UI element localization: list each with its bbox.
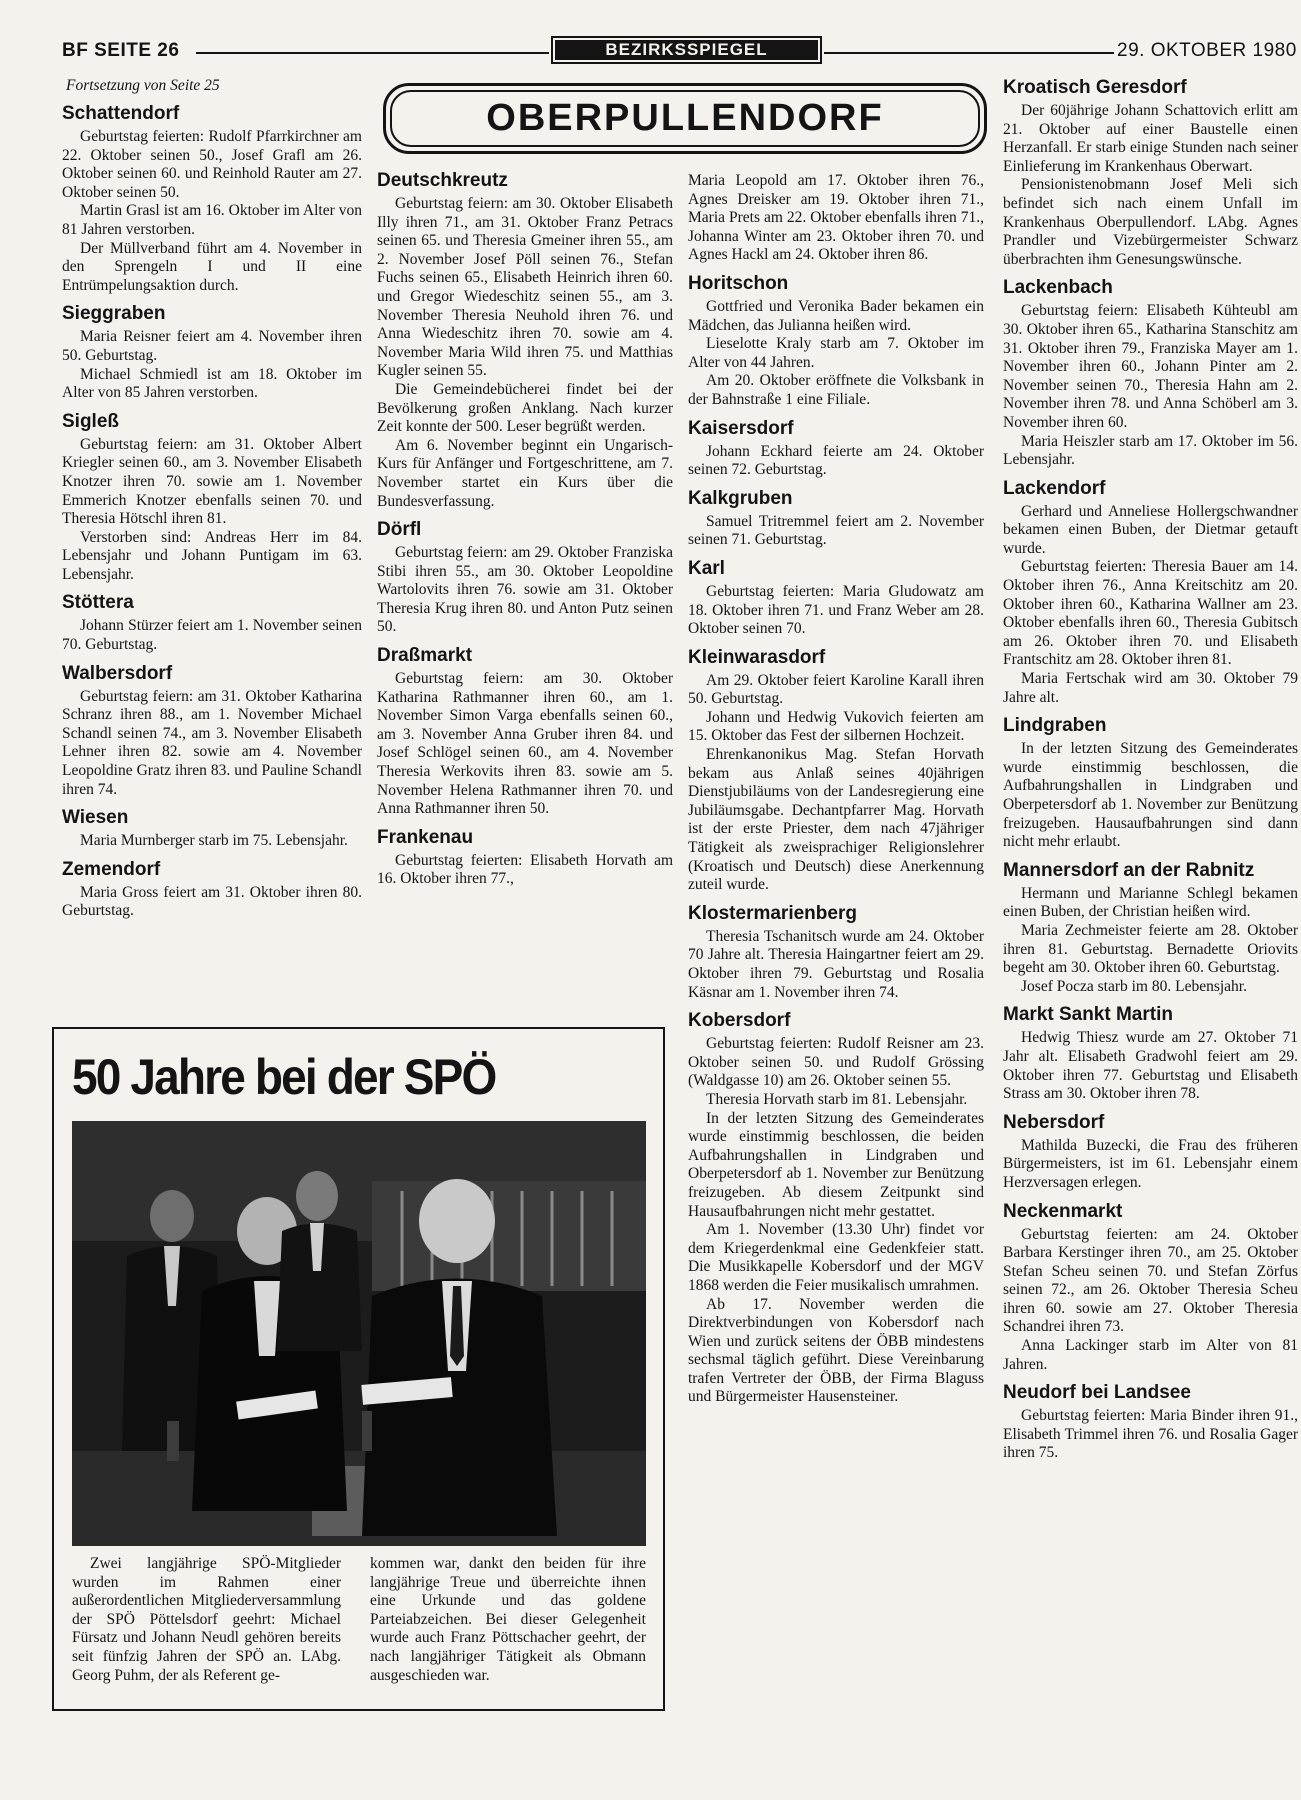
paragraph: Geburtstag feierten: Elisabeth Horvath am 16. Oktober ihren 77., xyxy=(377,851,673,888)
heading-neudorf-bei-landsee: Neudorf bei Landsee xyxy=(1003,1382,1191,1404)
paragraph: Maria Gross feiert am 31. Oktober ihren 80. Geburtstag. xyxy=(62,883,362,920)
paragraph: Geburtstag feiern: am 31. Oktober Albert Kriegler seinen 60., am 3. November Elisabeth Knotzer ihren 70. sowie am 1. November Emmerich Knotzer ebenfalls seinen 70. und Theresia Hötschl ihren 81. xyxy=(62,435,362,528)
district-title-box xyxy=(383,83,987,154)
paragraph: In der letzten Sitzung des Gemeinderates wurde einstimmig beschlossen, die Aufbahrungshallen in Lindgraben und Oberpetersdorf ab 1. November zur Benützung freizugeben. Hausaufbahrungen sind dann nicht mehr erlaubt. xyxy=(1003,740,1298,851)
paragraph: Geburtstag feierten: Maria Binder ihren 91., Elisabeth Trimmel ihren 76. und Rosalia Gager ihren 75. xyxy=(1003,1407,1298,1462)
heading-frankenau: Frankenau xyxy=(377,826,474,848)
paragraph: Johann Eckhard feierte am 24. Oktober seinen 72. Geburtstag. xyxy=(688,442,984,479)
paragraph: Johann und Hedwig Vukovich feierten am 15. Oktober das Fest der silbernen Hochzeit. xyxy=(688,708,984,745)
heading-klostermarienberg: Klostermarienberg xyxy=(688,902,857,924)
header-rule-right xyxy=(824,52,1114,54)
column-3 xyxy=(688,172,984,1717)
paragraph: Maria Leopold am 17. Oktober ihren 76., Agnes Dreisker am 19. Oktober ihren 71., Maria Prets am 22. Oktober ebenfalls ihren 71., Johanna Winter am 23. Oktober ihren 70. und Agnes Hackl am 24. Oktober ihren 86. xyxy=(688,172,984,264)
heading-karl: Karl xyxy=(688,557,725,579)
paragraph: In der letzten Sitzung des Gemeinderates wurde einstimmig beschlossen, die beiden Aufbahrungshallen in Lindgraben und Oberpetersdorf ab 1. November zur Benützung freizugeben. Ab diesem Zeitpunkt sind Hausaufbahrungen nicht mehr gestattet. xyxy=(688,1109,984,1220)
heading-nebersdorf: Nebersdorf xyxy=(1003,1111,1105,1133)
paragraph: Maria Fertschak wird am 30. Oktober 79 Jahre alt. xyxy=(1003,670,1298,706)
paragraph: Maria Reisner feiert am 4. November ihren 50. Geburtstag. xyxy=(62,328,362,364)
photo-caption-right xyxy=(370,1555,646,1685)
paragraph: Michael Schmiedl ist am 18. Oktober im Alter von 85 Jahren verstorben. xyxy=(62,365,362,402)
paragraph: Maria Zechmeister feierte am 28. Oktober ihren 81. Geburtstag. Bernadette Oriovits begeht am 30. Oktober ihren 60. Geburtstag. xyxy=(1003,921,1298,977)
paragraph: Mathilda Buzecki, die Frau des früheren Bürgermeisters, ist im 61. Lebensjahr einem Herzversagen erlegen. xyxy=(1003,1136,1298,1191)
spoe-headline: 50 Jahre bei der SPÖ xyxy=(72,1049,496,1105)
photo-caption-left xyxy=(72,1555,341,1685)
heading-sigless: Sigleß xyxy=(62,410,120,432)
heading-horitschon: Horitschon xyxy=(688,272,789,294)
paragraph: Verstorben sind: Andreas Herr im 84. Lebensjahr und Johann Puntigam im 63. Lebensjahr. xyxy=(62,528,362,583)
header-rule-left xyxy=(196,52,549,54)
spoe-article-box xyxy=(52,1027,665,1711)
district-title: OBERPULLENDORF xyxy=(390,90,980,147)
heading-schattendorf: Schattendorf xyxy=(62,103,180,124)
heading-kleinwarasdorf: Kleinwarasdorf xyxy=(688,646,826,668)
paragraph: Geburtstag feiern: am 30. Oktober Katharina Rathmanner ihren 60., am 1. November Simon Varga ebenfalls seinen 60., am 3. November Anna Gruber ihren 84. und Josef Schlögel seinen 60., am 4. November Theresia Werkovits ihren 83. sowie am 5. November Helena Rathmanner ihren 70. und Anna Rathmanner ihren 50. xyxy=(377,670,673,818)
paragraph: Gottfried und Veronika Bader bekamen ein Mädchen, das Julianna heißen wird. xyxy=(688,297,984,334)
heading-walbersdorf: Walbersdorf xyxy=(62,662,173,684)
paragraph: Der Müllverband führt am 4. November in den Sprengeln I und II eine Entrümpelungsaktion durch. xyxy=(62,239,362,294)
caption-text: kommen war, dankt den beiden für ihre langjährige Treue und überreichte ihnen eine Urkunde und das goldene Parteiabzeichen. Bei dieser Gelegenheit wurde auch Franz Pöttschacher geehrt, der nach langjähriger Tätigkeit als Obmann ausgeschieden war. xyxy=(370,1555,646,1684)
heading-stoettera: Stöttera xyxy=(62,592,134,614)
heading-lindgraben: Lindgraben xyxy=(1003,715,1107,737)
paragraph: Geburtstag feiern: am 29. Oktober Franziska Stibi ihren 55., am 30. Oktober Leopoldine Wartolovits ihren 76. sowie am 31. Oktober Theresia Krug ihren 80. und Anton Putz seinen 50. xyxy=(377,544,673,636)
column-2 xyxy=(377,170,673,1015)
heading-deutschkreutz: Deutschkreutz xyxy=(377,170,508,191)
paragraph: Anna Lackinger starb im Alter von 81 Jahren. xyxy=(1003,1337,1298,1373)
paragraph: Die Gemeindebücherei findet bei der Bevölkerung großen Anklang. Nach kurzer Zeit konnte der 500. Leser begrüßt werden. xyxy=(377,380,673,436)
section-label-box xyxy=(551,36,822,64)
paragraph: Am 1. November (13.30 Uhr) findet vor dem Kriegerdenkmal eine Gedenkfeier statt. Die Musikkapelle Kobersdorf und der MGV 1868 werden die Feier musikalisch umrahmen. xyxy=(688,1221,984,1294)
heading-kalkgruben: Kalkgruben xyxy=(688,487,793,509)
section-label: BEZIRKSSPIEGEL xyxy=(555,40,818,60)
paragraph: Geburtstag feierten: am 24. Oktober Barbara Kerstinger ihren 70., am 25. Oktober Stefan Scheu seinen 70. und Stefan Zörfus seinen 72., am 26. Oktober Theresia Scheu ihren 60. sowie am 27. Oktober Theresia Schandrei ihren 73. xyxy=(1003,1225,1298,1336)
heading-doerfl: Dörfl xyxy=(377,519,422,541)
paragraph: Maria Murnberger starb im 75. Lebensjahr. xyxy=(80,832,348,850)
paragraph: Josef Pocza starb im 80. Lebensjahr. xyxy=(1021,977,1247,995)
group-photo xyxy=(72,1121,646,1546)
column-4 xyxy=(1003,77,1298,1717)
paragraph: Martin Grasl ist am 16. Oktober im Alter von 81 Jahren verstorben. xyxy=(62,202,362,238)
group-photo-illustration xyxy=(72,1121,646,1546)
paragraph: Am 29. Oktober feiert Karoline Karall ihren 50. Geburtstag. xyxy=(688,671,984,708)
heading-lackenbach: Lackenbach xyxy=(1003,277,1113,299)
issue-date: 29. OKTOBER 1980 xyxy=(1117,40,1297,61)
paragraph: Lieselotte Kraly starb am 7. Oktober im Alter von 44 Jahren. xyxy=(688,335,984,371)
heading-lackendorf: Lackendorf xyxy=(1003,477,1106,499)
paragraph: Hermann und Marianne Schlegl bekamen einen Buben, der Christian heißen wird. xyxy=(1003,884,1298,921)
paragraph: Theresia Tschanitsch wurde am 24. Oktober 70 Jahre alt. Theresia Haingartner feiert am 29. Oktober ihren 79. Geburtstag und Rosalia Käsnar am 1. November ihren 74. xyxy=(688,927,984,1001)
paragraph: Am 6. November beginnt ein Ungarisch-Kurs für Anfänger und Fortgeschrittene, am 7. November startet ein Kurs über die Bundesverfassung. xyxy=(377,436,673,510)
paragraph: Geburtstag feiern: Elisabeth Kühteubl am 30. Oktober ihren 65., Katharina Stanschitz am 31. Oktober ihren 79., Franziska Mayer am 1. November ihren 60., Johann Pinter am 2. November seinen 70., Theresia Hahn am 2. November ihren 78. und Anna Schöberl am 3. November ihren 60. xyxy=(1003,302,1298,431)
heading-zemendorf: Zemendorf xyxy=(62,858,161,880)
paragraph: Theresia Horvath starb im 81. Lebensjahr. xyxy=(706,1090,968,1108)
heading-drassmarkt: Draßmarkt xyxy=(377,645,473,667)
paragraph: Geburtstag feierten: Rudolf Reisner am 23. Oktober seinen 50. und Rudolf Grössing (Waldgasse 10) am 26. Oktober seinen 55. xyxy=(688,1035,984,1090)
paragraph: Samuel Tritremmel feiert am 2. November seinen 71. Geburtstag. xyxy=(688,512,984,549)
paragraph: Hedwig Thiesz wurde am 27. Oktober 71 Jahr alt. Elisabeth Gradwohl feiert am 29. Oktober ihren 77. Geburtstag und Elisabeth Strass am 30. Oktober ihren 78. xyxy=(1003,1029,1298,1103)
paragraph: Maria Heiszler starb am 17. Oktober im 56. Lebensjahr. xyxy=(1003,432,1298,469)
heading-kroatisch-geresdorf: Kroatisch Geresdorf xyxy=(1003,77,1187,98)
paragraph: Der 60jährige Johann Schattovich erlitt am 21. Oktober auf einer Baustelle einen Herzanfall. Er starb einige Stunden nach seiner Einlieferung im Krankenhaus Oberwart. xyxy=(1003,102,1298,175)
paragraph: Geburtstag feierten: Maria Gludowatz am 18. Oktober ihren 71. und Franz Weber am 28. Oktober seinen 70. xyxy=(688,582,984,638)
paragraph: Geburtstag feierten: Rudolf Pfarrkirchner am 22. Oktober seinen 50., Josef Grafl am 26. Oktober seinen 60. und Reinhold Rauter am 27. Oktober seinen 50. xyxy=(62,128,362,201)
paragraph: Ab 17. November werden die Direktverbindungen von Kobersdorf nach Wien und zurück seitens der ÖBB mindestens sechsmal täglich geführt. Diese Vereinbarung trafen Vertreter der ÖBB, der Firma Blaguss und Bürgermeister Hausensteiner. xyxy=(688,1295,984,1406)
paragraph: Geburtstag feiern: am 31. Oktober Katharina Schranz ihren 88., am 1. November Michael Schandl seinen 74., am 3. November Elisabeth Lehner ihren 82. sowie am 4. November Leopoldine Gratz ihren 83. und Pauline Schandl ihren 74. xyxy=(62,687,362,798)
heading-mannersdorf: Mannersdorf an der Rabnitz xyxy=(1003,859,1255,881)
paragraph: Geburtstag feierten: Theresia Bauer am 14. Oktober ihren 76., Anna Kreitschitz am 20. Oktober ihren 60., Katharina Wallner am 23. Oktober ebenfalls ihren 60., Theresia Gubitsch am 26. Oktober ihren 70. und Elisabeth Frantschitz am 28. Oktober ihren 81. xyxy=(1003,558,1298,669)
page-number: BF SEITE 26 xyxy=(62,40,180,61)
paragraph: Geburtstag feiern: am 30. Oktober Elisabeth Illy ihren 71., am 31. Oktober Franz Petracs seinen 65. und Theresia Gmeiner ihren 55., am 2. November Josef Pöll seinen 76., Stefan Fuchs seinen 65., Elisabeth Heinrich ihren 60. und Gregor Wiedeschitz seinen 55., am 3. November Theresia Neuhold ihren 76. und Anna Wiedeschitz ihren 70. sowie am 4. November Maria Wild ihren 75. und Matthias Kugler seinen 55. xyxy=(377,195,673,380)
paragraph: Gerhard und Anneliese Hollergschwandner bekamen einen Buben, der Dietmar getauft wurde. xyxy=(1003,502,1298,557)
page-header xyxy=(0,0,1301,60)
paragraph: Ehrenkanonikus Mag. Stefan Horvath bekam aus Anlaß seines 40jährigen Dienstjubiläums von der Landesregierung eine Jubiläumsgabe. Dechantpfarrer Mag. Horvath ist der erste Priester, dem nach 47jähriger Tätigkeit als zweisprachiger Religionslehrer (Kroatisch und Deutsch) diese Anerkennung zuteil wurde. xyxy=(688,746,984,894)
heading-markt-sankt-martin: Markt Sankt Martin xyxy=(1003,1004,1173,1026)
caption-text: Zwei langjährige SPÖ-Mitglieder wurden im Rahmen einer außerordentlichen Mitgliederversammlung der SPÖ Pöttelsdorf geehrt: Michael Fürsatz und Johann Neudl gehören bereits seit fünfzig Jahren der SPÖ an. LAbg. Georg Puhm, der als Referent ge- xyxy=(72,1555,341,1684)
paragraph: Johann Stürzer feiert am 1. November seinen 70. Geburtstag. xyxy=(62,617,362,654)
continuation-note: Fortsetzung von Seite 25 xyxy=(66,77,220,94)
column-1 xyxy=(62,77,362,1012)
heading-kaisersdorf: Kaisersdorf xyxy=(688,417,794,439)
paragraph: Pensionistenobmann Josef Meli sich befindet sich nach einem Unfall im Krankenhaus Oberpullendorf. LAbg. Agnes Prandler und Vizebürgermeister Schwarz überbrachten ihm Genesungswünsche. xyxy=(1003,176,1298,268)
paragraph: Am 20. Oktober eröffnete die Volksbank in der Bahnstraße 1 eine Filiale. xyxy=(688,372,984,408)
heading-neckenmarkt: Neckenmarkt xyxy=(1003,1200,1123,1222)
heading-sieggraben: Sieggraben xyxy=(62,303,166,325)
heading-wiesen: Wiesen xyxy=(62,807,129,829)
heading-kobersdorf: Kobersdorf xyxy=(688,1010,791,1032)
